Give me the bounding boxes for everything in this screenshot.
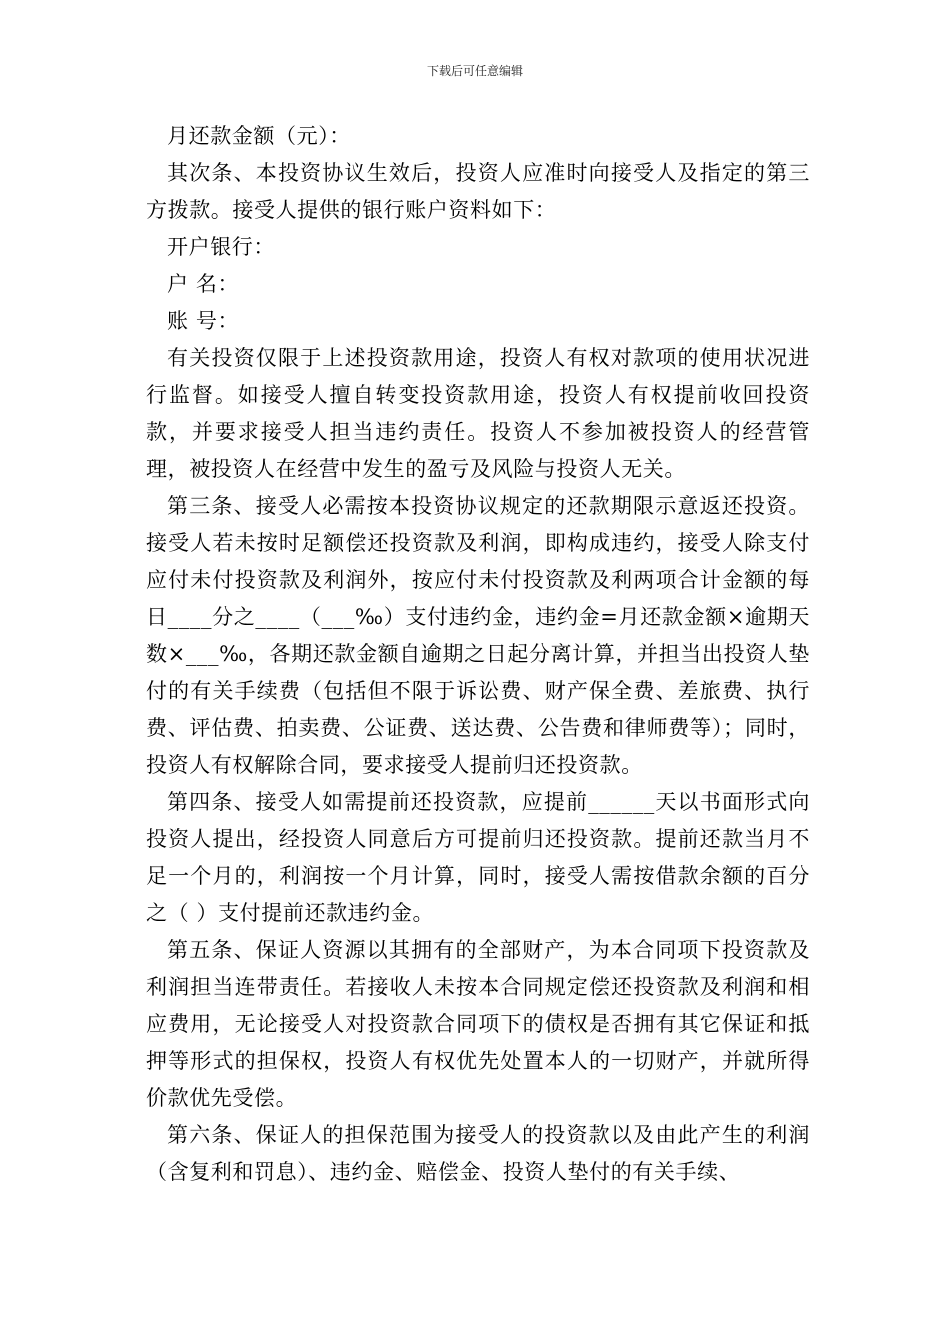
article-6-paragraph: 第六条、保证人的担保范围为接受人的投资款以及由此产生的利润（含复利和罚息）、违约金、赔偿金、投资人垫付的有关手续、 — [146, 1123, 810, 1184]
article-2-paragraph: 其次条、本投资协议生效后，投资人应准时向接受人及指定的第三方拨款。接受人提供的银行账户资料如下： — [146, 161, 810, 222]
article-3-paragraph: 第三条、接受人必需按本投资协议规定的还款期限示意返还投资。接受人若未按时足额偿还投资款及利润，即构成违约，接受人除支付应付未付投资款及利润外，按应付未付投资款及利两项合计金额的每日____分之____（___‰）支付违约金，违约金=月还款金额×逾期天数×___‰，各期还款金额自逾期之日起分离计算，并担当出投资人垫付的有关手续费（包括但不限于诉讼费、财产保全费、差旅费、执行费、评估费、拍卖费、公证费、送达费、公告费和律师费等）；同时，投资人有权解除合同，要求接受人提前归还投资款。 — [146, 494, 810, 777]
article-5-paragraph: 第五条、保证人资源以其拥有的全部财产，为本合同项下投资款及利润担当连带责任。若接收人未按本合同规定偿还投资款及利润和相应费用，无论接受人对投资款合同项下的债权是否拥有其它保证和抵押等形式的担保权，投资人有权优先处置本人的一切财产，并就所得价款优先受偿。 — [146, 938, 810, 1110]
usage-paragraph: 有关投资仅限于上述投资款用途，投资人有权对款项的使用状况进行监督。如接受人擅自转变投资款用途，投资人有权提前收回投资款，并要求接受人担当违约责任。投资人不参加被投资人的经营管理，被投资人在经营中发生的盈亏及风险与投资人无关。 — [146, 346, 810, 481]
article-4-paragraph: 第四条、接受人如需提前还投资款，应提前______天以书面形式向投资人提出，经投资人同意后方可提前归还投资款。提前还款当月不足一个月的，利润按一个月计算，同时，接受人需按借款余额的百分之（ ）支付提前还款违约金。 — [146, 790, 810, 925]
account-name-line: 户 名： — [167, 272, 240, 296]
monthly-amount-line: 月还款金额（元）： — [167, 124, 351, 148]
page-header: 下载后可任意编辑 — [426, 64, 523, 78]
bank-line: 开户银行： — [167, 235, 275, 259]
document-body — [146, 118, 810, 1191]
account-number-line: 账 号： — [167, 309, 240, 333]
